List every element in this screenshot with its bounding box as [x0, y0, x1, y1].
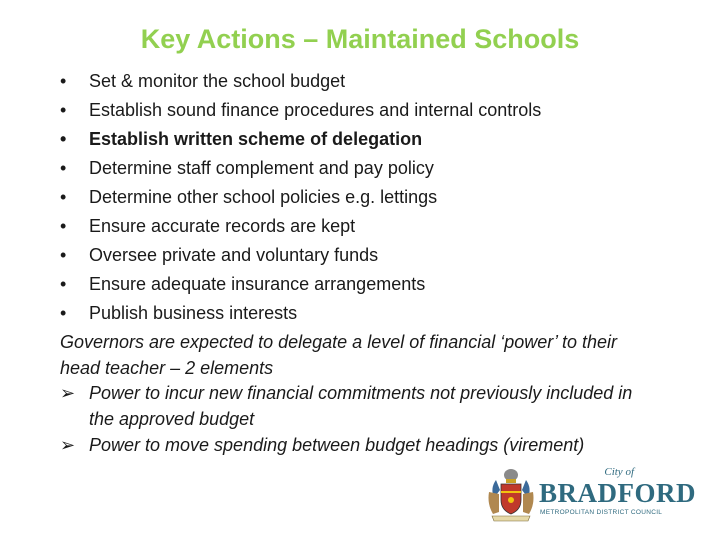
bullet-item: • Oversee private and voluntary funds [60, 241, 541, 270]
bullet-item: • Establish written scheme of delegation [60, 125, 541, 154]
bullet-item: • Establish sound finance procedures and internal controls [60, 96, 541, 125]
bullet-item: • Ensure adequate insurance arrangements [60, 270, 541, 299]
bullet-item: • Determine staff complement and pay policy [60, 154, 541, 183]
slide-title: Key Actions – Maintained Schools [140, 24, 580, 54]
bullet-item: • Set & monitor the school budget [60, 67, 541, 96]
logo-city-of: City of [604, 466, 634, 478]
bullet-item: • Ensure accurate records are kept [60, 212, 541, 241]
bullet-item: • Publish business interests [60, 299, 541, 328]
logo-council: METROPOLITAN DISTRICT COUNCIL [540, 509, 663, 516]
arrow-bullet-icon: ➢ [60, 435, 76, 455]
arrow-bullet-icon: ➢ [60, 383, 76, 403]
key-actions-list [60, 67, 541, 328]
arrow-item [60, 432, 660, 458]
coat-of-arms-icon [486, 466, 536, 522]
logo-name: BRADFORD [539, 478, 696, 508]
delegation-paragraph: Governors are expected to delegate a level of financial ‘power’ to their head teacher – 2 elements [60, 332, 617, 378]
bullet-item: • Determine other school policies e.g. lettings [60, 183, 541, 212]
arrow-item [60, 380, 660, 432]
logo-wordmark [539, 466, 696, 522]
arrow-item-text: Power to move spending between budget headings (virement) [89, 435, 585, 455]
arrow-item-text: Power to incur new financial commitments not previously included in the approved budget [89, 383, 633, 429]
delegation-elements-list [60, 380, 660, 458]
bradford-council-logo [486, 466, 696, 522]
